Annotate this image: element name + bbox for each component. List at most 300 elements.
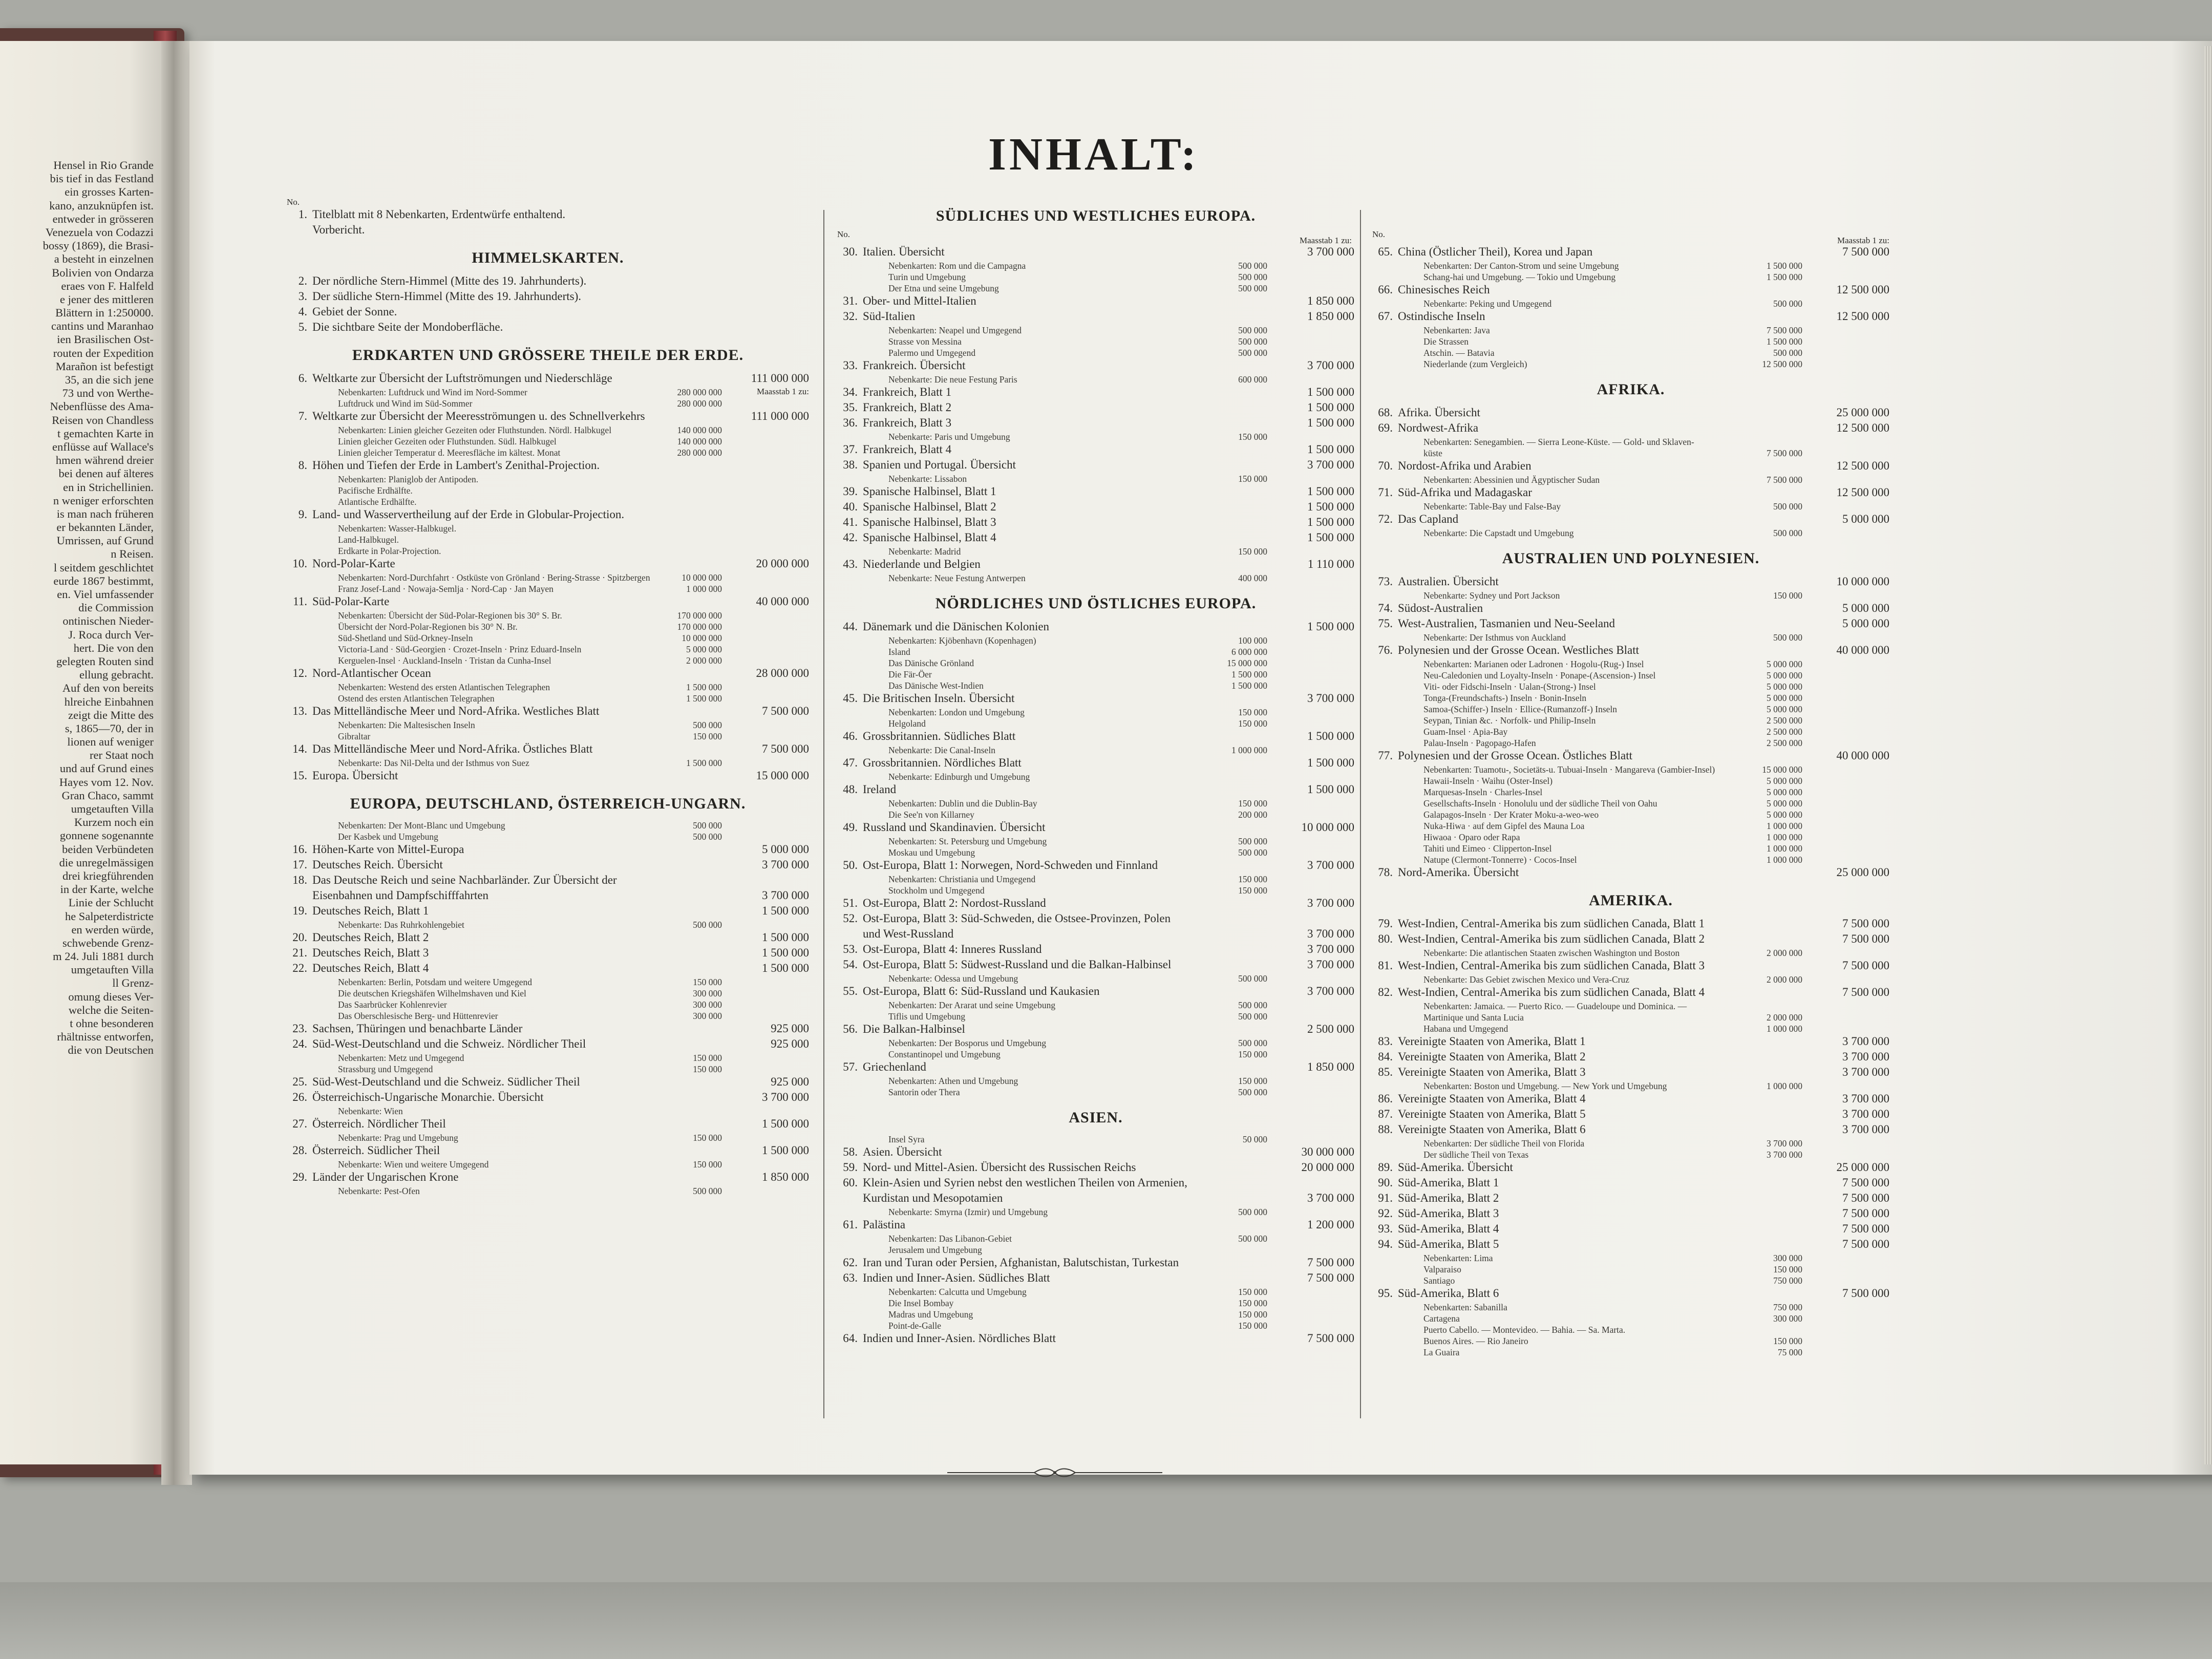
toc-entry <box>837 309 1354 324</box>
left-page-line: routen der Expedition <box>53 346 154 359</box>
toc-subentry <box>837 1233 1354 1244</box>
entry-title: Nord-Amerika. Übersicht <box>1398 866 1519 879</box>
entry-title: Grossbritannien. Nördliches Blatt <box>863 756 1022 769</box>
toc-entry <box>287 930 809 945</box>
entry-title: Weltkarte zur Übersicht der Luftströmungen und Niederschläge <box>312 372 612 385</box>
entry-title: Erdkarte in Polar-Projection. <box>338 546 441 556</box>
entry-scale: 1 500 000 <box>762 931 809 944</box>
toc-subentry <box>837 1309 1354 1320</box>
entry-title: Nebenkarten: Die Maltesischen Inseln <box>338 720 475 730</box>
left-page-line: Auf den von bereits <box>62 682 154 695</box>
entry-scale: 1 500 000 <box>1307 401 1354 414</box>
toc-entry <box>1372 1122 1889 1137</box>
entry-scale: 5 000 000 <box>1767 693 1802 703</box>
toc-subentry <box>1372 325 1889 336</box>
toc-subentry <box>1372 1080 1889 1092</box>
toc-subentry <box>1372 775 1889 786</box>
toc-subentry <box>837 1298 1354 1309</box>
toc-entry <box>287 858 809 872</box>
toc-subentry <box>837 1244 1354 1256</box>
entry-scale: 2 500 000 <box>1767 727 1802 737</box>
entry-scale: 2 500 000 <box>1767 738 1802 748</box>
entry-scale: 10 000 000 <box>1301 821 1354 834</box>
toc-entry <box>287 371 809 386</box>
toc-entry <box>837 782 1354 797</box>
entry-title: Island <box>888 647 910 657</box>
entry-title: Nebenkarten: Senegambien. — Sierra Leone-Küste. — Gold- und Sklaven- <box>1423 437 1694 447</box>
entry-scale: 7 500 000 <box>1842 959 1889 972</box>
entry-scale: 1 500 000 <box>1231 680 1267 691</box>
entry-scale: 5 000 000 <box>762 843 809 856</box>
entry-number: 3. <box>298 290 307 303</box>
entry-number: 20. <box>292 931 307 944</box>
entry-number: 36. <box>843 416 858 429</box>
entry-title: Nebenkarten: Tuamotu-, Societäts-u. Tubuai-Inseln · Mangareva (Gambier-Insel) <box>1423 764 1715 775</box>
entry-scale: 3 700 000 <box>1307 245 1354 258</box>
entry-title: Nord-Atlantischer Ocean <box>312 667 431 679</box>
toc-subentry <box>287 424 809 436</box>
entry-number: 1. <box>298 208 307 221</box>
toc-subentry <box>837 798 1354 809</box>
left-page-line: Gran Chaco, sammt <box>61 789 154 802</box>
entry-title: Klein-Asien und Syrien nebst den westlichen Theilen von Armenien, <box>863 1176 1187 1189</box>
toc-entry <box>1372 985 1889 999</box>
toc-entry <box>287 1143 809 1158</box>
entry-title: Das Dänische Grönland <box>888 658 974 668</box>
toc-subentry <box>837 973 1354 984</box>
toc-entry <box>1372 1237 1889 1251</box>
entry-title: Nebenkarte: Paris und Umgebung <box>888 432 1010 442</box>
entry-number: 69. <box>1378 421 1393 434</box>
entry-title: Guam-Insel · Apia-Bay <box>1423 727 1508 737</box>
entry-number: 95. <box>1378 1287 1393 1300</box>
entry-title: Nebenkarte: Lissabon <box>888 474 967 484</box>
entry-number: 11. <box>293 595 307 608</box>
entry-scale: 500 000 <box>693 832 722 842</box>
toc-subentry <box>1372 658 1889 670</box>
entry-scale: 7 500 000 <box>1842 1192 1889 1204</box>
entry-scale: 150 000 <box>1238 474 1267 484</box>
toc-subentry <box>287 1185 809 1197</box>
toc-subentry <box>1372 809 1889 820</box>
toc-subentry <box>287 447 809 458</box>
entry-title: Natupe (Clermont-Tonnerre) · Cocos-Insel <box>1423 855 1577 865</box>
toc-subentry <box>1372 798 1889 809</box>
toc-entry <box>837 1331 1354 1346</box>
toc-subentry <box>837 836 1354 847</box>
toc-subentry <box>1372 501 1889 512</box>
toc-entry <box>287 557 809 571</box>
entry-scale: 400 000 <box>1238 573 1267 583</box>
toc-subentry <box>1372 1275 1889 1286</box>
entry-number: 45. <box>843 692 858 705</box>
entry-title: Nebenkarten: Jamaica. — Puerto Rico. — Guadeloupe und Dominica. — <box>1423 1001 1687 1011</box>
entry-scale: 150 000 <box>1238 798 1267 809</box>
entry-title: Kerguelen-Insel · Auckland-Inseln · Tristan da Cunha-Insel <box>338 655 551 666</box>
entry-scale: 200 000 <box>1238 810 1267 820</box>
entry-title: Tonga-(Freundschafts-) Inseln · Bonin-Inseln <box>1423 693 1587 703</box>
entry-title: Stockholm und Umgegend <box>888 885 985 896</box>
entry-scale: 5 000 000 <box>1842 602 1889 614</box>
entry-title: China (Östlicher Theil), Korea und Japan <box>1398 245 1593 258</box>
entry-scale: 500 000 <box>1238 847 1267 858</box>
entry-title: Deutsches Reich, Blatt 1 <box>312 904 429 917</box>
entry-scale: 7 500 000 <box>1767 325 1802 335</box>
entry-title: Nebenkarten: Planiglob der Antipoden. <box>338 474 479 484</box>
entry-title: Nebenkarten: Calcutta und Umgebung <box>888 1287 1027 1297</box>
entry-title: Nuka-Hiwa · auf dem Gipfel des Mauna Loa <box>1423 821 1585 831</box>
entry-title: Gebiet der Sonne. <box>312 305 397 318</box>
entry-number: 51. <box>843 897 858 909</box>
left-page-line: Reisen von Chandless <box>52 413 154 427</box>
entry-scale: 500 000 <box>1238 1207 1267 1217</box>
toc-subentry <box>287 534 809 545</box>
entry-scale: 25 000 000 <box>1836 866 1889 879</box>
entry-title: Palermo und Umgegend <box>888 348 976 358</box>
toc-subentry <box>837 1049 1354 1060</box>
entry-number: 58. <box>843 1145 858 1158</box>
entry-title: Santiago <box>1423 1275 1455 1286</box>
toc-entry <box>1372 932 1889 946</box>
toc-entry <box>1372 1160 1889 1175</box>
entry-scale: 1 000 000 <box>1231 745 1267 755</box>
toc-subentry <box>837 1011 1354 1022</box>
entry-number: 49. <box>843 821 858 834</box>
entry-title: Das Deutsche Reich und seine Nachbarländer. Zur Übersicht der <box>312 874 617 886</box>
toc-subentry <box>287 919 809 930</box>
entry-number: 64. <box>843 1332 858 1345</box>
entry-title: Spanische Halbinsel, Blatt 2 <box>863 500 996 513</box>
entry-title: Nebenkarten: Der südliche Theil von Florida <box>1423 1138 1585 1148</box>
entry-scale: 30 000 000 <box>1301 1145 1354 1158</box>
left-page-line: gonnene sogenannte <box>59 829 154 842</box>
entry-title: Nebenkarten: Neapel und Umgegend <box>888 325 1022 335</box>
entry-scale: 3 700 000 <box>1842 1066 1889 1078</box>
toc-subentry <box>287 682 809 693</box>
entry-title: Indien und Inner-Asien. Südliches Blatt <box>863 1271 1050 1284</box>
entry-title: Jerusalem und Umgebung <box>888 1245 982 1255</box>
toc-subentry <box>837 1286 1354 1298</box>
toc-entry <box>837 1218 1354 1232</box>
entry-number: 83. <box>1378 1035 1393 1048</box>
toc-subentry <box>1372 632 1889 643</box>
entry-number: 25. <box>292 1075 307 1088</box>
entry-number: 90. <box>1378 1176 1393 1189</box>
entry-scale: 1 000 000 <box>1767 832 1802 842</box>
entry-title: Nordwest-Afrika <box>1398 421 1479 434</box>
entry-title: Neu-Caledonien und Loyalty-Inseln · Ponape-(Ascension-) Insel <box>1423 670 1656 680</box>
entry-title: Vereinigte Staaten von Amerika, Blatt 2 <box>1398 1050 1586 1063</box>
entry-title: Süd-Amerika, Blatt 5 <box>1398 1238 1499 1250</box>
entry-title: Der südliche Stern-Himmel (Mitte des 19. Jahrhunderts). <box>312 290 582 303</box>
toc-entry <box>837 400 1354 415</box>
left-page-line: ontinischen Nieder- <box>62 614 154 628</box>
toc-subentry <box>287 632 809 644</box>
entry-number: 8. <box>298 459 307 472</box>
entry-number: 60. <box>843 1176 858 1189</box>
entry-scale: 500 000 <box>693 820 722 831</box>
entry-title: Polynesien und der Grosse Ocean. Westliches Blatt <box>1398 644 1640 656</box>
entry-title: Marquesas-Inseln · Charles-Insel <box>1423 787 1543 797</box>
entry-number: 78. <box>1378 866 1393 879</box>
toc-entry <box>287 207 809 222</box>
entry-scale: 1 500 000 <box>1307 516 1354 528</box>
toc-subentry <box>287 621 809 632</box>
toc-subentry <box>1372 436 1889 448</box>
entry-title: Moskau und Umgebung <box>888 847 975 858</box>
entry-number: 4. <box>298 305 307 318</box>
left-page-line: is man nach früheren <box>56 507 154 520</box>
left-page-line: zeigt die Mitte des <box>68 708 154 721</box>
toc-entry <box>287 742 809 756</box>
entry-scale: 150 000 <box>1238 1309 1267 1320</box>
entry-number: 75. <box>1378 617 1393 630</box>
toc-entry <box>287 305 809 319</box>
toc-entry <box>287 274 809 288</box>
book-gutter <box>161 41 192 1485</box>
entry-scale: 7 500 000 <box>1842 986 1889 998</box>
toc-entry <box>837 896 1354 910</box>
toc-subentry <box>287 820 809 831</box>
entry-number: 89. <box>1378 1161 1393 1174</box>
left-page-line: n Reisen. <box>111 547 154 561</box>
entry-title: Österreich. Südlicher Theil <box>312 1144 440 1157</box>
entry-title: Ireland <box>863 783 897 796</box>
entry-title: Ost-Europa, Blatt 5: Südwest-Russland und die Balkan-Halbinsel <box>863 958 1172 971</box>
toc-entry <box>837 1145 1354 1159</box>
column-divider <box>823 210 824 1418</box>
entry-scale: 111 000 000 <box>751 372 809 385</box>
scale-header: Maasstab 1 zu: <box>1837 236 1889 245</box>
entry-scale: 500 000 <box>1238 261 1267 271</box>
entry-title: Cartagena <box>1423 1313 1460 1324</box>
entry-scale: 7 500 000 <box>1767 475 1802 485</box>
toc-entry <box>837 858 1354 873</box>
entry-scale: 5 000 000 <box>1767 704 1802 714</box>
toc-subentry <box>837 325 1354 336</box>
left-page-line: die Commission <box>78 601 154 614</box>
entry-title: Nebenkarten: Abessinien und Ägyptischer Sudan <box>1423 475 1600 485</box>
toc-subentry <box>837 260 1354 271</box>
entry-title: Palau-Inseln · Pagopago-Hafen <box>1423 738 1536 748</box>
entry-scale: 20 000 000 <box>756 557 809 570</box>
entry-scale: 500 000 <box>1238 1233 1267 1244</box>
entry-scale: 7 500 000 <box>1307 1256 1354 1269</box>
toc-subentry <box>287 496 809 507</box>
toc-subentry <box>287 719 809 731</box>
toc-subentry <box>1372 681 1889 692</box>
entry-scale: 500 000 <box>693 920 722 930</box>
entry-title: Das Capland <box>1398 513 1459 525</box>
entry-scale: 150 000 <box>693 977 722 987</box>
entry-number: 18. <box>292 874 307 886</box>
entry-title: Habana und Umgegend <box>1423 1024 1508 1034</box>
entry-scale: 3 700 000 <box>1307 458 1354 471</box>
entry-scale: 5 000 000 <box>1767 659 1802 669</box>
entry-scale: 2 000 000 <box>1767 974 1802 985</box>
entry-title: Valparaiso <box>1423 1264 1461 1274</box>
entry-scale: 300 000 <box>1773 1313 1802 1324</box>
entry-scale: 3 700 000 <box>1842 1035 1889 1048</box>
entry-title: Weltkarte zur Übersicht der Meeresströmungen u. des Schnellverkehrs <box>312 410 645 422</box>
entry-title: Nebenkarten: Linien gleicher Gezeiten oder Fluthstunden. Nördl. Halbkugel <box>338 425 612 435</box>
entry-number: 29. <box>292 1171 307 1183</box>
entry-title: Die deutschen Kriegshäfen Wilhelmshaven und Kiel <box>338 988 526 998</box>
entry-scale: 111 000 000 <box>751 410 809 422</box>
entry-scale: 12 500 000 <box>1836 421 1889 434</box>
entry-title: Das Mittelländische Meer und Nord-Afrika. Westliches Blatt <box>312 705 600 717</box>
toc-subentry <box>1372 786 1889 798</box>
entry-title: Nebenkarte: Wien <box>338 1106 403 1116</box>
entry-scale: 150 000 <box>1773 590 1802 601</box>
left-page-line: rer Staat noch <box>90 749 154 762</box>
entry-number: 39. <box>843 485 858 498</box>
entry-title: Galapagos-Inseln · Der Krater Moku-a-weo-weo <box>1423 810 1599 820</box>
toc-entry <box>287 888 809 903</box>
entry-number: 40. <box>843 500 858 513</box>
entry-title: Buenos Aires. — Rio Janeiro <box>1423 1336 1528 1346</box>
entry-scale: 500 000 <box>1238 272 1267 282</box>
entry-number: 38. <box>843 458 858 471</box>
entry-number: 9. <box>298 508 307 521</box>
toc-subentry <box>287 1105 809 1117</box>
entry-number: 54. <box>843 958 858 971</box>
entry-number: 5. <box>298 321 307 333</box>
toc-subentry <box>287 610 809 621</box>
entry-scale: 2 000 000 <box>686 655 722 666</box>
entry-title: Victoria-Land · Süd-Georgien · Crozet-Inseln · Prinz Eduard-Inseln <box>338 644 582 654</box>
toc-entry <box>287 873 809 887</box>
toc-entry <box>837 530 1354 545</box>
entry-title: Vereinigte Staaten von Amerika, Blatt 6 <box>1398 1123 1586 1136</box>
entry-title: Ostend des ersten Atlantischen Telegraphen <box>338 693 495 704</box>
entry-scale: 150 000 <box>693 1053 722 1063</box>
entry-title: Asien. Übersicht <box>863 1145 942 1158</box>
entry-title: Die sichtbare Seite der Mondoberfläche. <box>312 321 503 333</box>
entry-title: Nebenkarten: Athen und Umgebung <box>888 1076 1018 1086</box>
entry-number: 32. <box>843 310 858 323</box>
entry-title: Gibraltar <box>338 731 371 741</box>
toc-subentry <box>837 431 1354 442</box>
left-page-line: Hayes vom 12. Nov. <box>59 775 154 789</box>
toc-subentry <box>287 485 809 496</box>
entry-title: Nebenkarte: Pest-Ofen <box>338 1186 420 1196</box>
left-page-line: schwebende Grenz- <box>62 936 154 949</box>
toc-entry <box>837 416 1354 430</box>
entry-scale: 3 700 000 <box>1307 692 1354 705</box>
entry-scale: 1 500 000 <box>1307 386 1354 398</box>
toc-subentry <box>837 707 1354 718</box>
section-heading: ASIEN. <box>1069 1109 1123 1126</box>
entry-title: Ober- und Mittel-Italien <box>863 294 976 307</box>
entry-title: Süd-Amerika, Blatt 1 <box>1398 1176 1499 1189</box>
entry-title: Frankreich, Blatt 2 <box>863 401 952 414</box>
toc-subentry <box>1372 854 1889 865</box>
entry-scale: 7 500 000 <box>1842 1238 1889 1250</box>
toc-subentry <box>1372 974 1889 985</box>
left-page-line: Hensel in Rio Grande <box>53 159 154 172</box>
entry-scale: 150 000 <box>1238 1049 1267 1059</box>
toc-subentry <box>837 1037 1354 1049</box>
toc-entry <box>1372 749 1889 763</box>
toc-entry <box>837 515 1354 529</box>
toc-subentry <box>1372 260 1889 271</box>
entry-scale: 170 000 000 <box>677 622 722 632</box>
toc-subentry <box>837 669 1354 680</box>
entry-scale: 1 500 000 <box>1307 620 1354 633</box>
entry-title: Süd-Italien <box>863 310 916 323</box>
entry-scale: 5 000 000 <box>1767 776 1802 786</box>
toc-subentry <box>1372 347 1889 358</box>
toc-subentry <box>1372 704 1889 715</box>
toc-entry <box>287 666 809 680</box>
entry-title: Nebenkarten: Wasser-Halbkugel. <box>338 523 457 534</box>
entry-title: Europa. Übersicht <box>312 769 398 782</box>
toc-subentry <box>287 572 809 583</box>
entry-number: 80. <box>1378 932 1393 945</box>
entry-scale: 500 000 <box>1238 283 1267 293</box>
entry-scale: 28 000 000 <box>756 667 809 679</box>
entry-scale: 3 700 000 <box>762 858 809 871</box>
entry-scale: 2 500 000 <box>1767 715 1802 726</box>
entry-title: Nebenkarte: Peking und Umgegend <box>1423 299 1552 309</box>
toc-subentry <box>1372 448 1889 459</box>
entry-scale: 3 700 000 <box>1307 985 1354 997</box>
entry-title: Nebenkarte: Prag und Umgebung <box>338 1133 458 1143</box>
entry-scale: 1 500 000 <box>1767 261 1802 271</box>
entry-scale: 5 000 000 <box>1767 810 1802 820</box>
entry-title: Deutsches Reich. Übersicht <box>312 858 443 871</box>
toc-entry <box>287 1170 809 1184</box>
section-heading: EUROPA, DEUTSCHLAND, ÖSTERREICH-UNGARN. <box>350 795 746 812</box>
toc-subentry <box>837 1206 1354 1218</box>
entry-scale: 3 700 000 <box>1307 897 1354 909</box>
entry-title: Luftdruck und Wind im Süd-Sommer <box>338 398 473 409</box>
entry-number: 17. <box>292 858 307 871</box>
entry-title: Ost-Europa, Blatt 6: Süd-Russland und Kaukasien <box>863 985 1100 997</box>
left-page-line: cantins und Maranhao <box>51 320 154 333</box>
entry-title: Nebenkarte: Die atlantischen Staaten zwischen Washington und Boston <box>1423 948 1680 958</box>
toc-entry <box>287 1075 809 1089</box>
entry-scale: 1 500 000 <box>1767 336 1802 347</box>
left-page-line: Marañon ist befestigt <box>55 359 154 373</box>
entry-scale: 2 500 000 <box>1307 1023 1354 1035</box>
entry-number: 56. <box>843 1023 858 1035</box>
section-heading: NÖRDLICHES UND ÖSTLICHES EUROPA. <box>935 595 1257 612</box>
toc-subentry <box>837 847 1354 858</box>
section-heading: AFRIKA. <box>1597 381 1665 398</box>
entry-scale: 150 000 <box>693 1064 722 1074</box>
toc-subentry <box>287 988 809 999</box>
toc-subentry <box>287 731 809 742</box>
entry-title: Constantinopel und Umgebung <box>888 1049 1001 1059</box>
entry-title: Indien und Inner-Asien. Nördliches Blatt <box>863 1332 1056 1345</box>
entry-number: 61. <box>843 1218 858 1231</box>
entry-number: 71. <box>1378 486 1393 499</box>
entry-scale: 3 700 000 <box>1767 1150 1802 1160</box>
left-page-line: t gemachten Karte in <box>57 427 154 440</box>
entry-scale: 3 700 000 <box>762 889 809 902</box>
toc-subentry <box>837 336 1354 347</box>
toc-subentry <box>287 1159 809 1170</box>
entry-number: 28. <box>292 1144 307 1157</box>
entry-title: Dänemark und die Dänischen Kolonien <box>863 620 1050 633</box>
entry-number: 27. <box>292 1117 307 1130</box>
toc-entry <box>837 442 1354 457</box>
entry-scale: 3 700 000 <box>1842 1108 1889 1120</box>
entry-title: Frankreich, Blatt 4 <box>863 443 952 456</box>
entry-title: Franz Josef-Land · Nowaja-Semlja · Nord-Cap · Jan Mayen <box>338 584 554 594</box>
